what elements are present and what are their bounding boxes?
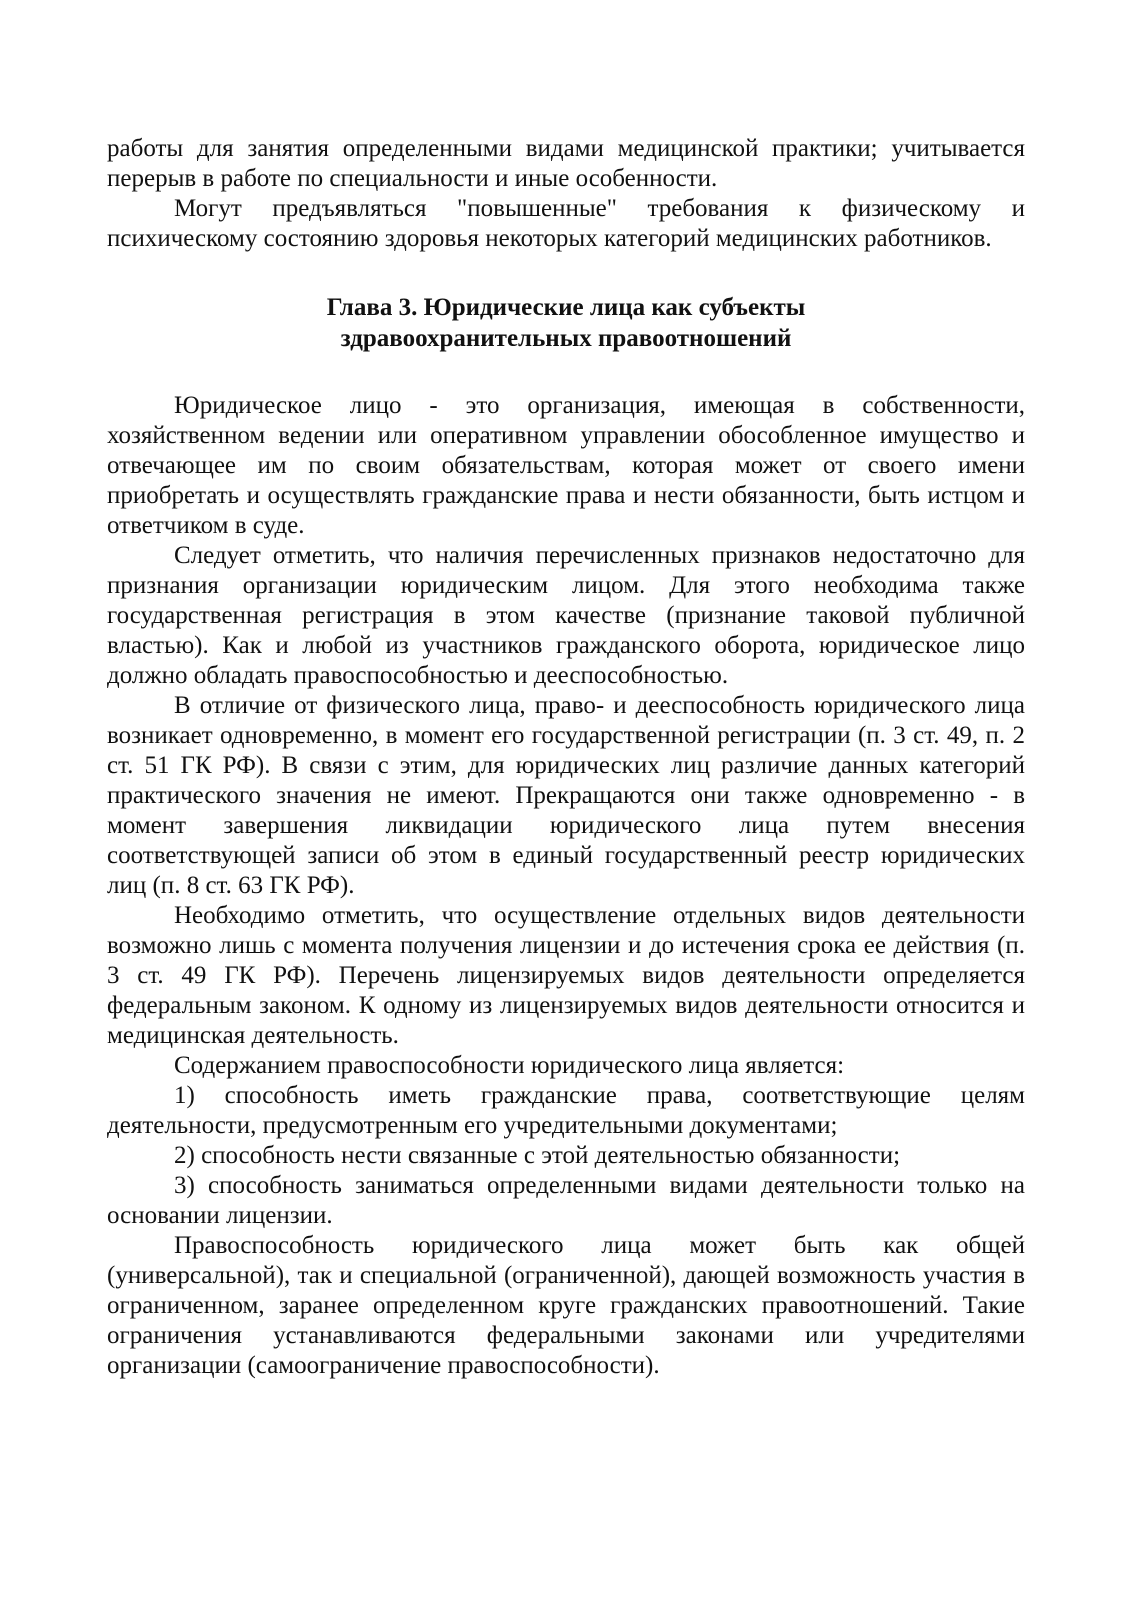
chapter-heading-line-1: Глава 3. Юридические лица как субъекты — [326, 294, 806, 321]
paragraph-requirements: Могут предъявляться "повышенные" требования к физическому и психическому состоянию здоровья некоторых категорий медицинских работников. — [107, 195, 1025, 252]
paragraph-licensing: Необходимо отметить, что осуществление отдельных видов деятельности возможно лишь с момента получения лицензии и до истечения срока ее действия (п. 3 ст. 49 ГК РФ). Перечень лицензируемых видов деятельности определяется федеральным законом. К одному из лицензируемых видов деятельности относится и медицинская деятельность. — [107, 902, 1025, 1049]
paragraph-definition: Юридическое лицо - это организация, имеющая в собственности, хозяйственном ведении или оперативном управлении обособленное имущество и отвечающее им по своим обязательствам, которая может от своего имени приобретать и осуществлять гражданские права и нести обязанности, быть истцом и ответчиком в суде. — [107, 392, 1025, 539]
paragraph-general-special: Правоспособность юридического лица может быть как общей (универсальной), так и специальной (ограниченной), дающей возможность участия в ограниченном, заранее определенном круге гражданских правоотношений. Такие ограничения устанавливаются федеральными законами или учредителями организации (самоограничение правоспособности). — [107, 1232, 1025, 1379]
list-item-2: 2) способность нести связанные с этой деятельностью обязанности; — [174, 1142, 901, 1169]
paragraph-content-intro: Содержанием правоспособности юридического лица является: — [174, 1052, 845, 1079]
document-page — [107, 134, 1025, 1381]
chapter-heading-line-2: здравоохранительных правоотношений — [340, 325, 792, 352]
list-item-1: 1) способность иметь гражданские права, соответствующие целям деятельности, предусмотренным его учредительными документами; — [107, 1082, 1025, 1139]
paragraph-capacity: В отличие от физического лица, право- и дееспособность юридического лица возникает одновременно, в момент его государственной регистрации (п. 3 ст. 49, п. 2 ст. 51 ГК РФ). В связи с этим, для юридических лиц различие данных категорий практического значения не имеют. Прекращаются они также одновременно - в момент завершения ликвидации юридического лица путем внесения соответствующей записи об этом в единый государственный реестр юридических лиц (п. 8 ст. 63 ГК РФ). — [107, 692, 1025, 899]
list-item-3: 3) способность заниматься определенными видами деятельности только на основании лицензии. — [107, 1172, 1025, 1229]
chapter-heading — [107, 292, 1025, 354]
paragraph-registration: Следует отметить, что наличия перечисленных признаков недостаточно для признания организации юридическим лицом. Для этого необходима также государственная регистрация в этом качестве (признание таковой публичной властью). Как и любой из участников гражданского оборота, юридическое лицо должно обладать правоспособностью и дееспособностью. — [107, 542, 1025, 689]
paragraph-continuation: работы для занятия определенными видами медицинской практики; учитывается перерыв в работе по специальности и иные особенности. — [107, 135, 1025, 192]
